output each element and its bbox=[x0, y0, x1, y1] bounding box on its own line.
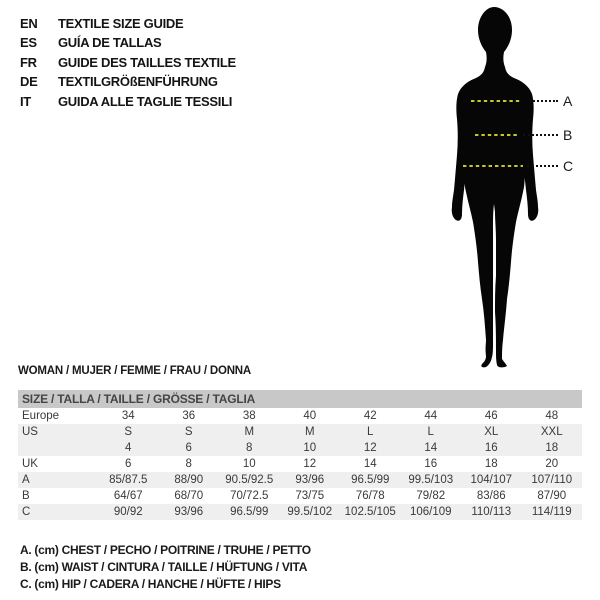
measure-cell: 96.5/99 bbox=[351, 474, 390, 486]
size-cell: 38 bbox=[242, 410, 256, 422]
measure-cell: 106/109 bbox=[409, 506, 452, 518]
size-cell: 16 bbox=[424, 458, 438, 470]
size-cell: 10 bbox=[242, 458, 256, 470]
size-cell: S bbox=[184, 426, 193, 438]
measure-cell: 96.5/99 bbox=[230, 506, 269, 518]
measure-cell: 85/87.5 bbox=[109, 474, 148, 486]
language-row-de bbox=[20, 72, 236, 91]
row-label: Europe bbox=[22, 410, 60, 422]
size-cell: XXL bbox=[540, 426, 563, 438]
measure-cell: 88/90 bbox=[174, 474, 204, 486]
language-title: GUÍA DE TALLAS bbox=[58, 35, 162, 51]
waist-marker-label: B bbox=[563, 127, 573, 143]
table-caption: WOMAN / MUJER / FEMME / FRAU / DONNA bbox=[18, 365, 252, 377]
size-cell: 8 bbox=[185, 458, 192, 470]
size-cell: 4 bbox=[125, 442, 132, 454]
size-cell: 14 bbox=[424, 442, 438, 454]
size-cell: M bbox=[304, 426, 315, 438]
language-code: EN bbox=[20, 16, 38, 31]
language-code: IT bbox=[20, 93, 31, 109]
table-row-waist-b bbox=[18, 488, 582, 504]
silhouette-shape bbox=[452, 7, 539, 367]
size-cell: 8 bbox=[246, 442, 253, 454]
language-row-es bbox=[20, 33, 236, 52]
language-title: TEXTILGRÖßENFÜHRUNG bbox=[58, 74, 218, 90]
size-cell: 10 bbox=[303, 442, 317, 454]
language-title: TEXTILE SIZE GUIDE bbox=[58, 16, 184, 31]
size-cell: 18 bbox=[484, 458, 498, 470]
size-cell: L bbox=[367, 426, 374, 438]
measure-cell: 68/70 bbox=[174, 490, 204, 502]
waist-leader-line bbox=[523, 134, 558, 136]
measure-cell: 93/96 bbox=[174, 506, 204, 518]
measure-cell: 99.5/102 bbox=[287, 506, 333, 518]
measure-cell: 90.5/92.5 bbox=[225, 474, 274, 486]
size-cell: 46 bbox=[484, 410, 498, 422]
size-cell: 40 bbox=[303, 410, 317, 422]
measure-cell: 70/72.5 bbox=[230, 490, 269, 502]
size-cell: 12 bbox=[303, 458, 317, 470]
measure-cell: 79/82 bbox=[416, 490, 446, 502]
measure-cell: 107/110 bbox=[531, 474, 573, 486]
size-table-header: SIZE / TALLA / TAILLE / GRÖSSE / TAGLIA bbox=[18, 390, 582, 408]
language-row-it bbox=[20, 92, 236, 111]
size-cell: XL bbox=[484, 426, 499, 438]
measure-cell: 114/119 bbox=[531, 506, 572, 518]
size-cell: 6 bbox=[125, 458, 132, 470]
table-row-us-letter bbox=[18, 424, 582, 440]
size-cell: 14 bbox=[363, 458, 377, 470]
hip-leader-line bbox=[527, 165, 558, 167]
row-label: B bbox=[22, 490, 30, 502]
measure-cell: 76/78 bbox=[355, 490, 385, 502]
size-cell: 48 bbox=[545, 410, 559, 422]
hip-marker-label: C bbox=[563, 158, 574, 174]
chest-marker-label: A bbox=[563, 93, 573, 109]
language-row-fr bbox=[20, 53, 236, 72]
table-row-hip-c bbox=[18, 504, 582, 520]
legend-hip: C. (cm) HIP / CADERA / HANCHE / HÜFTE / HIPS bbox=[20, 577, 281, 592]
measure-cell: 73/75 bbox=[295, 490, 325, 502]
row-label: A bbox=[22, 474, 30, 486]
size-table bbox=[18, 390, 582, 520]
row-label: C bbox=[22, 506, 31, 518]
measure-cell: 104/107 bbox=[470, 474, 513, 486]
language-code: FR bbox=[20, 54, 37, 70]
size-cell: 36 bbox=[182, 410, 196, 422]
row-label: US bbox=[22, 426, 38, 438]
measure-cell: 93/96 bbox=[295, 474, 325, 486]
measure-cell: 99.5/103 bbox=[408, 474, 454, 486]
size-cell: 16 bbox=[484, 442, 498, 454]
row-label: UK bbox=[22, 458, 38, 470]
measure-cell: 83/86 bbox=[476, 490, 506, 502]
legend-chest: A. (cm) CHEST / PECHO / POITRINE / TRUHE / PETTO bbox=[20, 543, 311, 557]
size-cell: L bbox=[427, 426, 434, 438]
measure-cell: 110/113 bbox=[471, 506, 512, 518]
size-cell: 6 bbox=[185, 442, 192, 454]
size-cell: 18 bbox=[545, 442, 559, 454]
row-label bbox=[18, 440, 98, 456]
woman-silhouette bbox=[448, 4, 544, 369]
table-row-chest-a bbox=[18, 472, 582, 488]
size-cell: 34 bbox=[121, 410, 135, 422]
measure-cell: 102.5/105 bbox=[344, 506, 396, 518]
measurement-legend bbox=[20, 542, 311, 594]
chest-leader-line bbox=[530, 100, 558, 102]
language-code: ES bbox=[20, 35, 37, 51]
language-title: GUIDE DES TAILLES TEXTILE bbox=[58, 54, 236, 70]
table-row-uk bbox=[18, 456, 582, 472]
measure-cell: 90/92 bbox=[113, 506, 143, 518]
size-cell: S bbox=[124, 426, 133, 438]
size-cell: 44 bbox=[424, 410, 438, 422]
measure-cell: 87/90 bbox=[537, 490, 567, 502]
table-row-europe bbox=[18, 408, 582, 424]
size-cell: 42 bbox=[363, 410, 377, 422]
language-code: DE bbox=[20, 74, 38, 90]
size-cell: M bbox=[244, 426, 255, 438]
size-cell: 12 bbox=[363, 442, 377, 454]
size-cell: 20 bbox=[545, 458, 559, 470]
table-row-us-number bbox=[18, 440, 582, 456]
measure-cell: 64/67 bbox=[113, 490, 143, 502]
language-row-en bbox=[20, 14, 236, 33]
language-title-list bbox=[20, 14, 236, 111]
language-title: GUIDA ALLE TAGLIE TESSILI bbox=[58, 93, 233, 109]
legend-waist: B. (cm) WAIST / CINTURA / TAILLE / HÜFTUNG / VITA bbox=[20, 560, 308, 575]
